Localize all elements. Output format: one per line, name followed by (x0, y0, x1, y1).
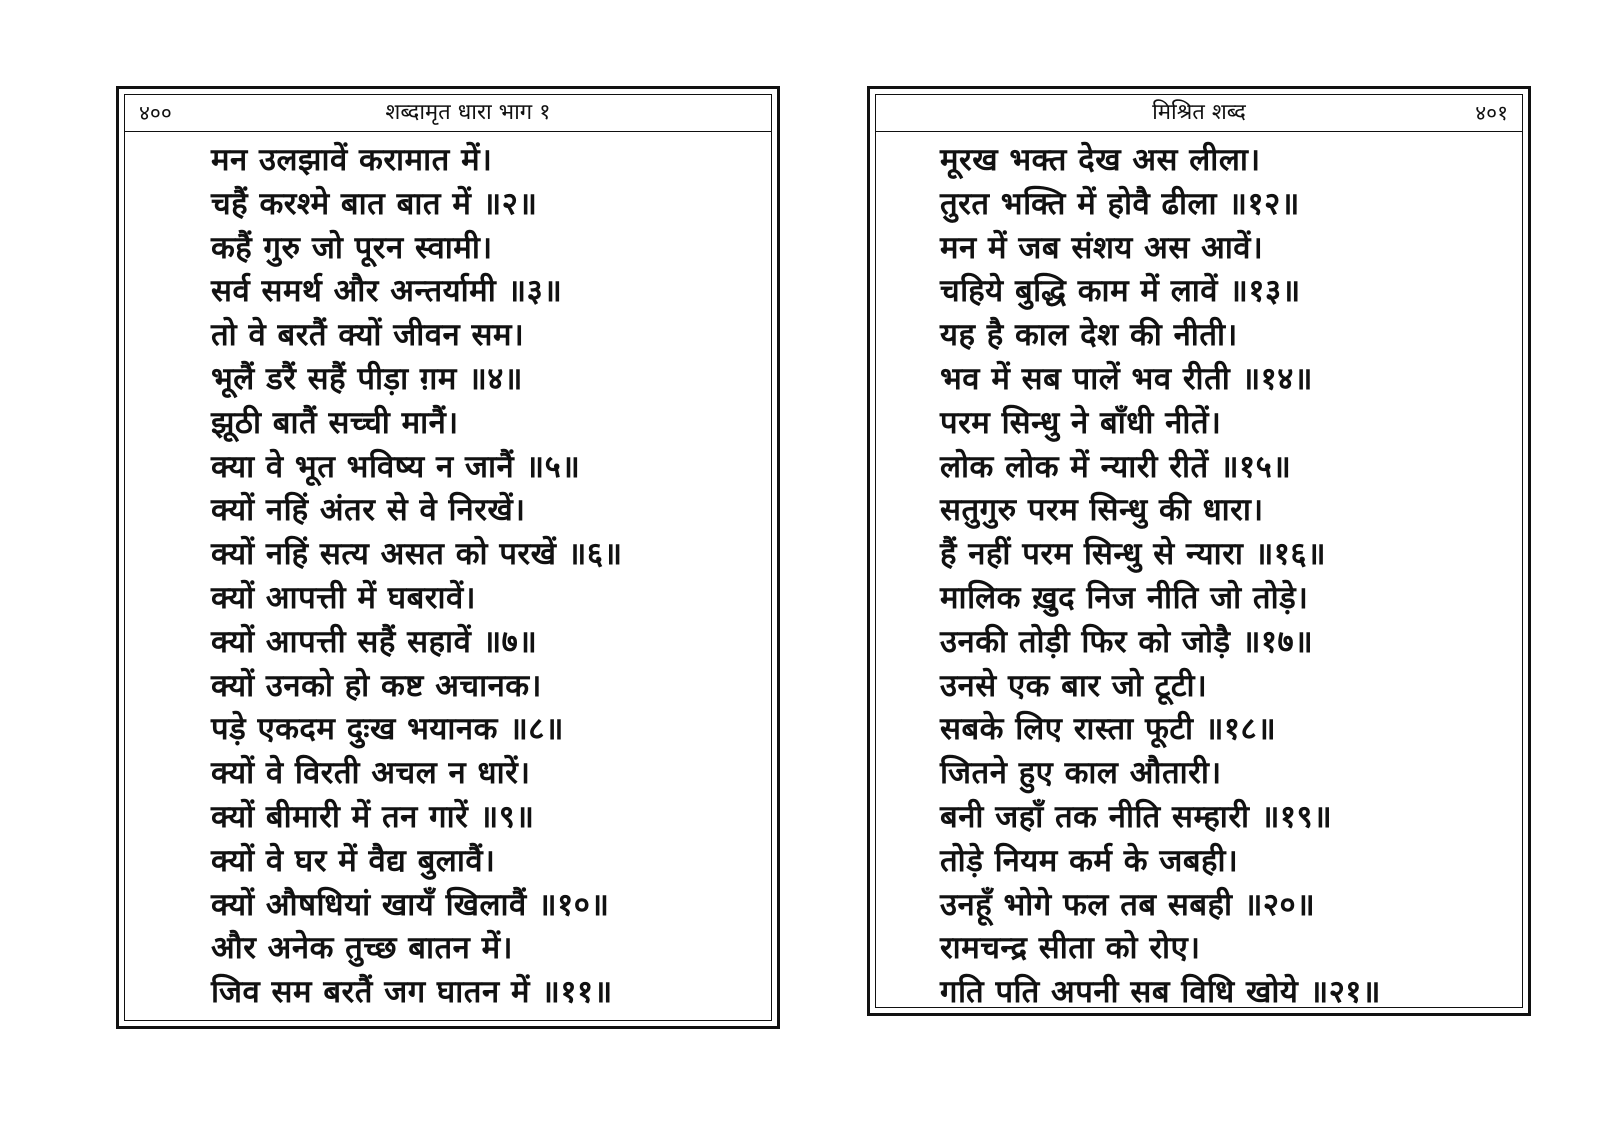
verse-line: और अनेक तुच्छ बातन में। (211, 930, 513, 967)
verse-line: बनी जहाँ तक नीति सम्हारी ॥१९॥ (940, 798, 1333, 835)
verse-line: जिव सम बरतैं जग घातन में ॥११॥ (211, 974, 613, 1011)
verse-line: हैं नहीं परम सिन्धु से न्यारा ॥१६॥ (940, 536, 1327, 573)
verse-line: भूलैं डरैं सहैं पीड़ा ग़म ॥४॥ (211, 360, 523, 397)
verse-line: क्यों बीमारी में तन गारें ॥९॥ (211, 798, 535, 835)
verse-line: क्यों उनको हो कष्ट अचानक। (211, 667, 542, 704)
left-page (116, 86, 780, 1029)
right-verse-list (940, 139, 1410, 1015)
right-page-title: मिश्रित शब्द (1152, 100, 1246, 125)
verse-line: कहैं गुरु जो पूरन स्वामी। (211, 229, 493, 266)
verse-line: लोक लोक में न्यारी रीतें ॥१५॥ (940, 448, 1292, 485)
verse-line: भव में सब पालें भव रीती ॥१४॥ (940, 360, 1313, 397)
verse-line: क्या वे भूत भविष्य न जानैं ॥५॥ (211, 448, 581, 485)
verse-line: परम सिन्धु ने बाँधी नीतें। (940, 404, 1222, 441)
verse-line: तुरत भक्ति में होवै ढीला ॥१२॥ (940, 185, 1300, 222)
verse-line: मन में जब संशय अस आवें। (940, 229, 1264, 266)
verse-line: मालिक ख़ुद निज नीति जो तोड़े। (940, 579, 1309, 616)
verse-line: सबके लिए रास्ता फूटी ॥१८॥ (940, 711, 1277, 748)
right-page-header (876, 95, 1522, 132)
verse-line: चहिये बुद्धि काम में लावें ॥१३॥ (940, 273, 1301, 310)
verse-line: उनकी तोड़ी फिर को जोड़ै ॥१७॥ (940, 623, 1314, 660)
verse-line: उनसे एक बार जो टूटी। (940, 667, 1208, 704)
verse-line: मूरख भक्त देख अस लीला। (940, 142, 1261, 178)
left-page-number: ४०० (139, 101, 172, 125)
verse-line: चहैं करश्मे बात बात में ॥२॥ (211, 185, 538, 222)
verse-line: तोड़े नियम कर्म के जबही। (940, 842, 1239, 879)
verse-line: तो वे बरतैं क्यों जीवन सम। (211, 317, 525, 354)
left-verse-list (211, 139, 681, 1015)
left-page-title: शब्दामृत धारा भाग १ (385, 100, 551, 125)
verse-line: सर्व समर्थ और अन्तर्यामी ॥३॥ (211, 273, 563, 310)
verse-line: क्यों औषधियां खायँ खिलावैं ॥१०॥ (211, 886, 610, 923)
verse-line: पड़े एकदम दुःख भयानक ॥८॥ (211, 711, 564, 748)
verse-line: सतुगुरु परम सिन्धु की धारा। (940, 492, 1264, 529)
verse-line: गति पति अपनी सब विधि खोये ॥२१॥ (940, 974, 1381, 1011)
verse-line: क्यों आपत्ती में घबरावें। (211, 579, 476, 616)
verse-line: यह है काल देश की नीती। (940, 317, 1238, 354)
verse-line: क्यों आपत्ती सहैं सहावें ॥७॥ (211, 623, 538, 660)
right-page (867, 86, 1531, 1016)
verse-line: उनहूँ भोगे फल तब सबही ॥२०॥ (940, 886, 1316, 923)
verse-line: क्यों वे घर में वैद्य बुलावैं। (211, 842, 496, 879)
left-page-header (125, 95, 771, 132)
verse-line: क्यों नहिं सत्य असत को परखें ॥६॥ (211, 536, 623, 573)
verse-line: मन उलझावें करामात में। (211, 142, 493, 178)
verse-line: जितने हुए काल औतारी। (940, 755, 1222, 792)
verse-line: झूठी बातैं सच्ची मानैं। (211, 404, 459, 441)
verse-line: रामचन्द्र सीता को रोए। (940, 930, 1201, 967)
right-page-number: ४०१ (1475, 101, 1508, 125)
verse-line: क्यों नहिं अंतर से वे निरखें। (211, 492, 526, 529)
verse-line: क्यों वे विरती अचल न धारें। (211, 755, 531, 792)
